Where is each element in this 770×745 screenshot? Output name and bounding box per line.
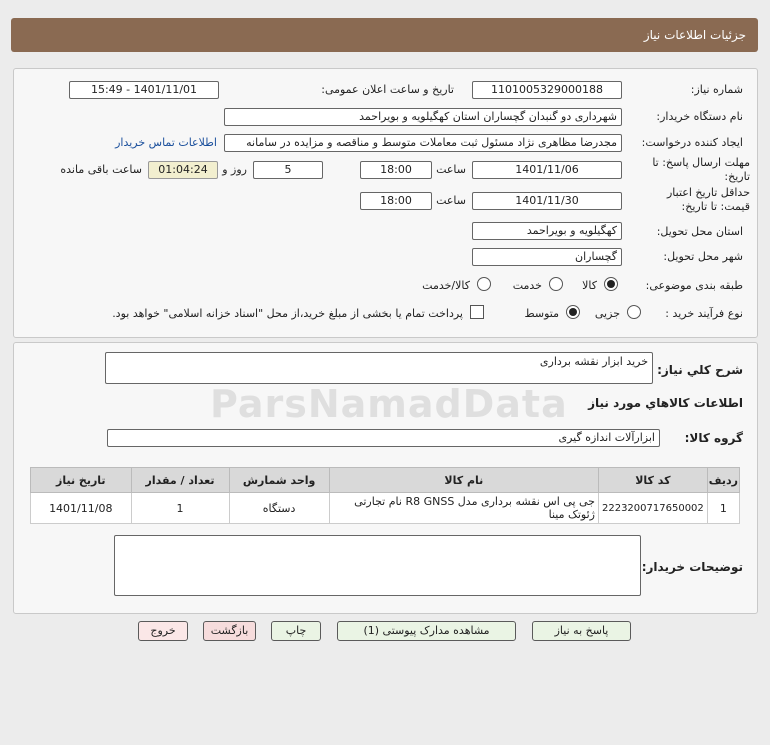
table-row[interactable] [31,493,740,524]
buyer-org-field[interactable]: شهرداری دو گنبدان گچساران استان کهگیلویه و بویراحمد [224,108,622,126]
back-button[interactable]: بازگشت [203,621,256,641]
requester-label: ایجاد کننده درخواست: [641,136,743,149]
province-field[interactable]: کهگیلویه و بویراحمد [472,222,622,240]
announce-date-label: تاریخ و ساعت اعلان عمومی: [321,83,454,96]
process-minor-radio[interactable] [627,305,641,319]
days-label: روز و [222,163,247,176]
row-name: جی پی اس نقشه برداری مدل R8 GNSS نام تجارتی ژئوتک مینا [329,493,598,524]
col-name: نام کالا [329,468,598,493]
goods-group-label: گروه کالا: [684,431,743,445]
row-unit: دستگاه [229,493,329,524]
row-index: 1 [707,493,739,524]
buyer-notes-field[interactable] [114,535,641,596]
summary-field[interactable]: خرید ابزار نقشه برداری [105,352,653,384]
province-label: استان محل تحویل: [656,225,743,238]
category-goods-radio[interactable] [604,277,618,291]
validity-label: حداقل تاریخ اعتبار قیمت: تا تاریخ: [666,186,750,213]
remaining-label: ساعت باقی مانده [60,163,142,176]
row-date: 1401/11/08 [31,493,132,524]
goods-group-field[interactable]: ابزارآلات اندازه گیری [107,429,660,447]
remaining-time-field: 01:04:24 [148,161,218,179]
page-title-bar [11,18,758,52]
days-field[interactable]: 5 [253,161,323,179]
category-label: طبقه بندی موضوعی: [645,279,743,292]
deadline-label: مهلت ارسال پاسخ: تا تاریخ: [652,156,750,183]
validity-date-field[interactable]: 1401/11/30 [472,192,622,210]
watermark-text: ParsNamadData [210,382,568,426]
col-index: ردیف [707,468,739,493]
page-title: جزئیات اطلاعات نیاز [643,28,746,42]
summary-label: شرح کلي نياز: [657,363,743,377]
col-date: تاریخ نیاز [31,468,132,493]
validity-time-field[interactable]: 18:00 [360,192,432,210]
requester-field[interactable]: مجدرضا مظاهری نژاد مسئول ثبت معاملات متوسط و مناقصه و مزایده در سامانه [224,134,622,152]
col-code: کد کالا [598,468,707,493]
buyer-contact-link[interactable]: اطلاعات تماس خریدار [115,136,217,149]
category-both-radio[interactable] [477,277,491,291]
category-service-radio[interactable] [549,277,563,291]
exit-button[interactable]: خروج [138,621,188,641]
row-qty: 1 [131,493,229,524]
reply-button[interactable]: پاسخ به نیاز [532,621,631,641]
treasury-payment-checkbox[interactable] [470,305,484,319]
row-code: 2223200717650002 [598,493,707,524]
city-field[interactable]: گچساران [472,248,622,266]
category-service-label: خدمت [512,279,542,292]
buyer-notes-label: توضیحات خریدار: [641,560,743,574]
category-goods-label: کالا [582,279,597,292]
announce-date-field[interactable]: 1401/11/01 - 15:49 [69,81,219,99]
process-minor-label: جزیی [594,307,620,320]
category-both-label: کالا/خدمت [422,279,470,292]
deadline-date-field[interactable]: 1401/11/06 [472,161,622,179]
buyer-org-label: نام دستگاه خریدار: [656,110,743,123]
city-label: شهر محل تحویل: [663,250,743,263]
process-medium-radio[interactable] [566,305,580,319]
goods-table [30,467,740,524]
col-unit: واحد شمارش [229,468,329,493]
deadline-time-label: ساعت [436,163,466,176]
col-qty: تعداد / مقدار [131,468,229,493]
treasury-payment-note: پرداخت تمام یا بخشی از مبلغ خرید،از محل "اسناد خزانه اسلامی" خواهد بود. [112,307,463,320]
deadline-time-field[interactable]: 18:00 [360,161,432,179]
print-button[interactable]: چاپ [271,621,321,641]
goods-table-wrap [30,467,740,524]
process-label: نوع فرآیند خرید : [665,307,743,320]
need-number-label: شماره نیاز: [690,83,743,96]
need-number-field[interactable]: 1101005329000188 [472,81,622,99]
process-medium-label: متوسط [524,307,559,320]
validity-time-label: ساعت [436,194,466,207]
attachments-button[interactable]: مشاهده مدارک پیوستی (1) [337,621,516,641]
goods-section-title: اطلاعات کالاهاي مورد نياز [588,396,743,410]
